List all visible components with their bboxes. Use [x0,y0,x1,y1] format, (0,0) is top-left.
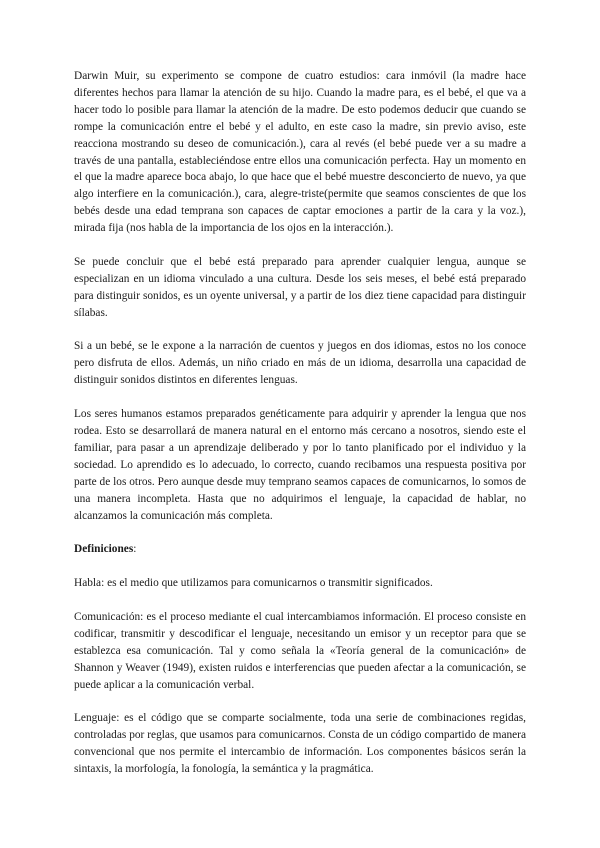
paragraph-darwin-muir: Darwin Muir, su experimento se compone de cuatro estudios: cara inmóvil (la madre hace diferentes hechos para llamar la atención de su hijo. Cuando la madre para, es el bebé, el que va a hacer todo lo posible para llamar la atención de la madre. De esto podemos deducir que cuando se rompe la comunicación entre el bebé y el adulto, en este caso la madre, sin previo aviso, este reacciona mostrando su deseo de comunicación.), cara al revés (el bebé puede ver a su madre a través de una pantalla, estableciéndose entre ellos una comunicación perfecta. Hay un momento en el que la madre aparece boca abajo, lo que hace que el bebé muestre desconcierto de nuevo, ya que algo interfiere en la comunicación.), cara, alegre-triste(permite que seamos conscientes de que los bebés desde una edad temprana son capaces de captar emociones a partir de la cara y la voz.), mirada fija (nos habla de la importancia de los ojos en la interacción.). [74,70,526,235]
definition-lenguaje: Lenguaje: es el código que se comparte socialmente, toda una serie de combinaciones regidas, controladas por reglas, que usamos para comunicarnos. Consta de un código compartido de manera convencional que nos permite el intercambio de información. Los componentes básicos serán la sintaxis, la morfología, la fonología, la semántica y la pragmática. [74,712,526,776]
document-body [74,68,526,795]
paragraph-genetics: Los seres humanos estamos preparados genéticamente para adquirir y aprender la lengua que nos rodea. Esto se desarrollará de manera natural en el entorno más cercano a nosotros, siendo este el familiar, para pasar a un aprendizaje deliberado y por lo tanto planificado por el individuo y la sociedad. Lo aprendido es lo adecuado, lo correcto, cuando recibamos una respuesta positiva por parte de los otros. Pero aunque desde muy temprano seamos capaces de comunicarnos, lo somos de una manera incompleta. Hasta que no adquirimos el lenguaje, la capacidad de hablar, no alcanzamos la comunicación más completa. [74,408,526,522]
paragraph-conclusion: Se puede concluir que el bebé está preparado para aprender cualquier lengua, aunque se especializan en un idioma vinculado a una cultura. Desde los seis meses, el bebé está preparado para distinguir sonidos, es un oyente universal, y a partir de los diez tiene capacidad para distinguir sílabas. [74,255,526,319]
definition-comunicacion: Comunicación: es el proceso mediante el cual intercambiamos información. El proceso consiste en codificar, transmitir y descodificar el lenguaje, necesitando un emisor y un receptor para que se establezca esa comunicación. Tal y como señala la «Teoría general de la comunicación» de Shannon y Weaver (1949), existen ruidos e interferencias que pueden afectar a la comunicación, se puede aplicar a la comunicación verbal. [74,610,526,691]
definitions-heading-colon: : [133,543,137,556]
definition-habla: Habla: es el medio que utilizamos para comunicarnos o transmitir significados. [74,577,433,590]
paragraph-bilingual: Si a un bebé, se le expone a la narración de cuentos y juegos en dos idiomas, estos no los conoce pero disfruta de ellos. Además, un niño criado en más de un idioma, desarrolla una capacidad de distinguir sonidos distintos en diferentes lenguas. [74,340,526,387]
definitions-heading: Definiciones [74,543,134,556]
definitions-heading-line [74,541,526,558]
